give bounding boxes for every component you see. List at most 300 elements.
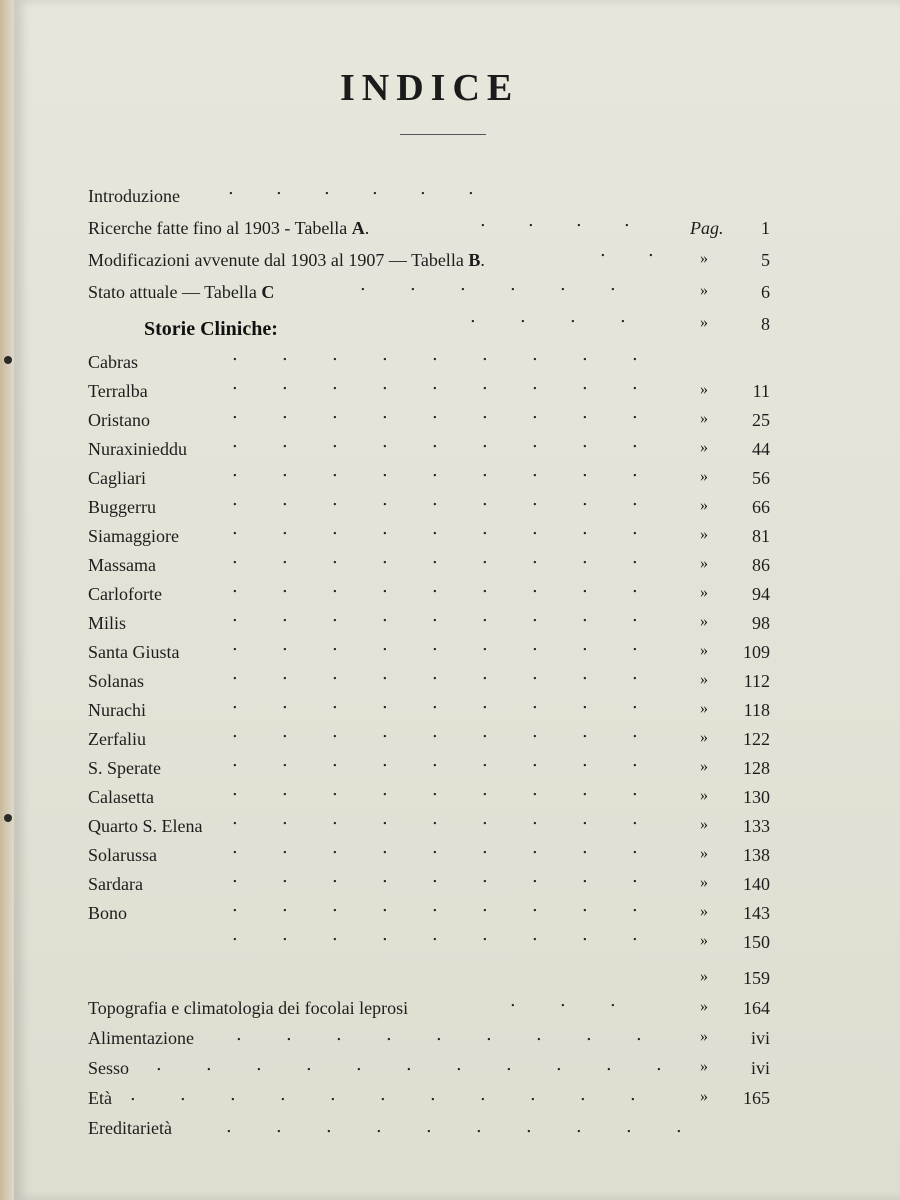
leader-dot: . <box>432 576 438 597</box>
leader-dot: . <box>632 837 638 858</box>
leader-dot: . <box>632 431 638 452</box>
toc-entry-label: Stato attuale — Tabella C <box>88 282 275 302</box>
leader-dot: . <box>282 663 288 684</box>
leader-dot: . <box>482 373 488 394</box>
leader-dot: . <box>382 866 388 887</box>
leader-dot: . <box>632 895 638 916</box>
leader-dot: . <box>432 460 438 481</box>
leader-dot: . <box>432 750 438 771</box>
leader-dot: . <box>282 576 288 597</box>
leader-dot: . <box>432 895 438 916</box>
leader-dot: . <box>582 576 588 597</box>
toc-page-number: 130 <box>743 787 770 807</box>
leader-dot: . <box>528 210 534 231</box>
leader-dot: . <box>480 1084 486 1105</box>
toc-entry <box>0 381 900 407</box>
toc-entry-label: Quarto S. Elena <box>88 816 203 836</box>
leader-dot: . <box>582 692 588 713</box>
leader-dot: . <box>382 402 388 423</box>
toc-entry <box>0 250 900 276</box>
leader-dot: . <box>560 990 566 1011</box>
toc-page-number: 133 <box>743 816 770 836</box>
leader-dot: . <box>582 634 588 655</box>
leader-dot: . <box>506 1054 512 1075</box>
toc-entry <box>0 758 900 784</box>
leader-dot: . <box>382 605 388 626</box>
leader-dot: . <box>432 402 438 423</box>
leader-dot: . <box>382 895 388 916</box>
leader-dot: . <box>230 1084 236 1105</box>
leader-dot: . <box>432 518 438 539</box>
leader-dot: . <box>332 866 338 887</box>
leader-dot: . <box>282 547 288 568</box>
toc-entry-label: Introduzione <box>88 186 180 206</box>
leader-dot: . <box>632 924 638 945</box>
leader-dot: . <box>236 1024 242 1045</box>
leader-dot: . <box>610 990 616 1011</box>
leader-dot: . <box>532 344 538 365</box>
leader-dot: . <box>332 547 338 568</box>
toc-entry <box>0 352 900 378</box>
ditto-mark: » <box>700 758 708 775</box>
leader-dot: . <box>130 1084 136 1105</box>
leader-dot: . <box>356 1054 362 1075</box>
leader-dot: . <box>460 274 466 295</box>
toc-entry-label: Carloforte <box>88 584 162 604</box>
leader-dot: . <box>632 547 638 568</box>
toc-entry <box>0 642 900 668</box>
toc-page-number: 56 <box>752 468 770 488</box>
toc-entry <box>0 845 900 871</box>
leader-dot: . <box>482 779 488 800</box>
leader-dot: . <box>586 1024 592 1045</box>
leader-dot: . <box>582 344 588 365</box>
leader-dot: . <box>306 1054 312 1075</box>
leader-dot: . <box>530 1084 536 1105</box>
toc-page-number: ivi <box>750 1028 770 1048</box>
leader-dot: . <box>532 518 538 539</box>
leader-dot: . <box>232 344 238 365</box>
leader-dot: . <box>482 721 488 742</box>
leader-dot: . <box>382 808 388 829</box>
leader-dot: . <box>232 460 238 481</box>
leader-dot: . <box>372 178 378 199</box>
toc-entry <box>0 671 900 697</box>
leader-dot: . <box>582 837 588 858</box>
toc-page-number: 159 <box>743 968 770 988</box>
leader-dot: . <box>582 663 588 684</box>
leader-dot: . <box>336 1024 342 1045</box>
leader-dot: . <box>332 808 338 829</box>
leader-dot: . <box>282 373 288 394</box>
leader-dot: . <box>232 402 238 423</box>
leader-dot: . <box>232 779 238 800</box>
leader-dot: . <box>432 837 438 858</box>
toc-entry <box>0 314 900 340</box>
leader-dot: . <box>282 402 288 423</box>
leader-dot: . <box>332 692 338 713</box>
leader-dot: . <box>332 779 338 800</box>
leader-dot: . <box>382 721 388 742</box>
leader-dot: . <box>556 1054 562 1075</box>
leader-dot: . <box>676 1116 682 1137</box>
leader-dot: . <box>432 489 438 510</box>
leader-dot: . <box>482 808 488 829</box>
leader-dot: . <box>482 402 488 423</box>
toc-entry-label: Oristano <box>88 410 150 430</box>
leader-dot: . <box>180 1084 186 1105</box>
leader-dot: . <box>282 605 288 626</box>
leader-dot: . <box>232 489 238 510</box>
toc-page-number: 112 <box>743 671 770 691</box>
leader-dot: . <box>382 373 388 394</box>
leader-dot: . <box>332 402 338 423</box>
leader-dot: . <box>232 634 238 655</box>
toc-entry <box>0 282 900 308</box>
leader-dot: . <box>632 605 638 626</box>
toc-entry <box>0 816 900 842</box>
leader-dot: . <box>582 373 588 394</box>
ditto-mark: » <box>700 282 708 299</box>
leader-dot: . <box>276 178 282 199</box>
leader-dot: . <box>406 1054 412 1075</box>
leader-dot: . <box>624 210 630 231</box>
leader-dot: . <box>632 344 638 365</box>
leader-dot: . <box>630 1084 636 1105</box>
ditto-mark: » <box>700 1028 708 1045</box>
leader-dot: . <box>432 605 438 626</box>
leader-dot: . <box>482 924 488 945</box>
leader-dot: . <box>632 750 638 771</box>
leader-dot: . <box>656 1054 662 1075</box>
leader-dot: . <box>620 306 626 327</box>
leader-dot: . <box>332 634 338 655</box>
leader-dot: . <box>382 634 388 655</box>
toc-entry-label: Massama <box>88 555 156 575</box>
leader-dot: . <box>282 837 288 858</box>
toc-entry <box>0 729 900 755</box>
leader-dot: . <box>632 518 638 539</box>
leader-dot: . <box>582 431 588 452</box>
leader-dot: . <box>632 402 638 423</box>
leader-dot: . <box>256 1054 262 1075</box>
leader-dot: . <box>582 402 588 423</box>
toc-page-number: 86 <box>752 555 770 575</box>
leader-dot: . <box>432 779 438 800</box>
leader-dot: . <box>468 178 474 199</box>
leader-dot: . <box>332 518 338 539</box>
toc-page-number: 140 <box>743 874 770 894</box>
leader-dot: . <box>382 576 388 597</box>
leader-dot: . <box>582 489 588 510</box>
leader-dot: . <box>636 1024 642 1045</box>
toc-entry <box>0 410 900 436</box>
leader-dot: . <box>482 518 488 539</box>
ditto-mark: » <box>700 642 708 659</box>
leader-dot: . <box>510 990 516 1011</box>
toc-page-number: 8 <box>761 314 770 334</box>
ditto-mark: » <box>700 526 708 543</box>
leader-dot: . <box>582 895 588 916</box>
toc-entry <box>0 613 900 639</box>
leader-dot: . <box>482 576 488 597</box>
leader-dot: . <box>382 489 388 510</box>
ditto-mark: » <box>700 314 708 331</box>
leader-dot: . <box>360 274 366 295</box>
ditto-mark: » <box>700 998 708 1015</box>
leader-dot: . <box>532 489 538 510</box>
toc-entry-label: Ricerche fatte fino al 1903 - Tabella A. <box>88 218 370 238</box>
leader-dot: . <box>382 837 388 858</box>
toc-entry <box>0 186 900 212</box>
leader-dot: . <box>482 547 488 568</box>
toc-entry <box>0 526 900 552</box>
toc-page-number: 11 <box>752 381 770 401</box>
leader-dot: . <box>232 373 238 394</box>
leader-dot: . <box>282 489 288 510</box>
leader-dot: . <box>276 1116 282 1137</box>
leader-dot: . <box>532 808 538 829</box>
leader-dot: . <box>332 489 338 510</box>
toc-entry-label: Nurachi <box>88 700 146 720</box>
ditto-mark: » <box>700 584 708 601</box>
ditto-mark: » <box>700 700 708 717</box>
toc-entry-label: Buggerru <box>88 497 156 517</box>
toc-entry-label: Cagliari <box>88 468 146 488</box>
toc-page-number: 118 <box>743 700 770 720</box>
leader-dot: . <box>582 866 588 887</box>
leader-dot: . <box>606 1054 612 1075</box>
leader-dot: . <box>432 924 438 945</box>
leader-dot: . <box>486 1024 492 1045</box>
ditto-mark: » <box>700 932 708 949</box>
leader-dot: . <box>282 866 288 887</box>
toc-entry <box>0 1058 900 1084</box>
toc-page-number: 1 <box>761 218 770 238</box>
leader-dot: . <box>382 663 388 684</box>
leader-dot: . <box>632 460 638 481</box>
leader-dot: . <box>332 750 338 771</box>
toc-entry-label: Cabras <box>88 352 138 372</box>
toc-page-number: 5 <box>761 250 770 270</box>
leader-dot: . <box>482 837 488 858</box>
leader-dot: . <box>632 663 638 684</box>
toc-entry <box>0 998 900 1024</box>
toc-entry-label: Sesso <box>88 1058 130 1078</box>
toc-entry <box>0 584 900 610</box>
leader-dot: . <box>582 547 588 568</box>
toc-page-number: 138 <box>743 845 770 865</box>
leader-dot: . <box>432 808 438 829</box>
leader-dot: . <box>382 547 388 568</box>
leader-dot: . <box>206 1054 212 1075</box>
leader-dot: . <box>280 1084 286 1105</box>
leader-dot: . <box>436 1024 442 1045</box>
toc-entry <box>0 787 900 813</box>
leader-dot: . <box>282 779 288 800</box>
leader-dot: . <box>532 663 538 684</box>
leader-dot: . <box>532 837 538 858</box>
leader-dot: . <box>482 489 488 510</box>
ditto-mark: » <box>700 1058 708 1075</box>
leader-dot: . <box>482 866 488 887</box>
leader-dot: . <box>376 1116 382 1137</box>
ditto-mark: » <box>700 410 708 427</box>
toc-entry <box>0 968 900 994</box>
toc-entry-label: Siamaggiore <box>88 526 179 546</box>
leader-dot: . <box>532 605 538 626</box>
leader-dot: . <box>582 721 588 742</box>
toc-entry-label: Santa Giusta <box>88 642 180 662</box>
leader-dot: . <box>332 576 338 597</box>
leader-dot: . <box>232 692 238 713</box>
leader-dot: . <box>232 605 238 626</box>
leader-dot: . <box>232 518 238 539</box>
leader-dot: . <box>226 1116 232 1137</box>
page-title: INDICE <box>340 67 520 109</box>
toc-entry-label: Solarussa <box>88 845 157 865</box>
toc-page-number: 143 <box>743 903 770 923</box>
leader-dot: . <box>332 895 338 916</box>
leader-dot: . <box>632 866 638 887</box>
toc-entry <box>0 1118 900 1144</box>
leader-dot: . <box>536 1024 542 1045</box>
leader-dot: . <box>532 866 538 887</box>
toc-entry <box>0 874 900 900</box>
leader-dot: . <box>282 344 288 365</box>
leader-dot: . <box>482 750 488 771</box>
toc-entry-label: Solanas <box>88 671 144 691</box>
leader-dot: . <box>532 750 538 771</box>
leader-dot: . <box>332 605 338 626</box>
leader-dot: . <box>282 460 288 481</box>
leader-dot: . <box>582 779 588 800</box>
leader-dot: . <box>420 178 426 199</box>
leader-dot: . <box>532 402 538 423</box>
leader-dot: . <box>326 1116 332 1137</box>
leader-dot: . <box>332 924 338 945</box>
leader-dot: . <box>286 1024 292 1045</box>
toc-entry <box>0 555 900 581</box>
leader-dot: . <box>432 721 438 742</box>
leader-dot: . <box>232 576 238 597</box>
leader-dot: . <box>532 460 538 481</box>
leader-dot: . <box>382 779 388 800</box>
leader-dot: . <box>282 721 288 742</box>
leader-dot: . <box>432 547 438 568</box>
leader-dot: . <box>520 306 526 327</box>
toc-entry-label: Calasetta <box>88 787 154 807</box>
toc-entry-label: Milis <box>88 613 127 633</box>
ditto-mark: » <box>700 816 708 833</box>
leader-dot: . <box>510 274 516 295</box>
toc-entry-label: Terralba <box>88 381 148 401</box>
leader-dot: . <box>526 1116 532 1137</box>
ditto-mark: » <box>700 1088 708 1105</box>
ditto-mark: » <box>700 555 708 572</box>
leader-dot: . <box>382 750 388 771</box>
leader-dot: . <box>432 344 438 365</box>
toc-entry <box>0 932 900 958</box>
ditto-mark: » <box>700 497 708 514</box>
leader-dot: . <box>600 240 606 261</box>
ditto-mark: » <box>700 968 708 985</box>
toc-entry <box>0 497 900 523</box>
toc-entry-label: Alimentazione <box>88 1028 194 1048</box>
leader-dot: . <box>482 344 488 365</box>
leader-dot: . <box>382 518 388 539</box>
leader-dot: . <box>432 373 438 394</box>
leader-dot: . <box>282 895 288 916</box>
leader-dot: . <box>582 460 588 481</box>
leader-dot: . <box>332 460 338 481</box>
leader-dot: . <box>632 489 638 510</box>
leader-dot: . <box>332 663 338 684</box>
leader-dot: . <box>582 518 588 539</box>
ditto-mark: » <box>700 729 708 746</box>
leader-dot: . <box>632 779 638 800</box>
leader-dot: . <box>382 924 388 945</box>
leader-dot: . <box>632 373 638 394</box>
toc-entry-label: Età <box>88 1088 112 1108</box>
toc-entry <box>0 439 900 465</box>
toc-page-number: 25 <box>752 410 770 430</box>
leader-dot: . <box>582 605 588 626</box>
leader-dot: . <box>456 1054 462 1075</box>
leader-dot: . <box>430 1084 436 1105</box>
toc-page-number: 81 <box>752 526 770 546</box>
leader-dot: . <box>532 547 538 568</box>
toc-page-number: 164 <box>743 998 770 1018</box>
leader-dot: . <box>532 692 538 713</box>
leader-dot: . <box>432 692 438 713</box>
leader-dot: . <box>232 721 238 742</box>
leader-dot: . <box>482 692 488 713</box>
leader-dot: . <box>470 306 476 327</box>
toc-entry-label: Sardara <box>88 874 143 894</box>
leader-dot: . <box>282 518 288 539</box>
toc-entry <box>0 903 900 929</box>
ditto-mark: » <box>700 845 708 862</box>
leader-dot: . <box>232 895 238 916</box>
ditto-mark: » <box>700 903 708 920</box>
leader-dot: . <box>432 663 438 684</box>
toc-page-number: 6 <box>761 282 770 302</box>
leader-dot: . <box>570 306 576 327</box>
leader-dot: . <box>282 692 288 713</box>
toc-entry <box>0 1028 900 1054</box>
leader-dot: . <box>382 692 388 713</box>
leader-dot: . <box>482 605 488 626</box>
leader-dot: . <box>532 634 538 655</box>
leader-dot: . <box>576 210 582 231</box>
leader-dot: . <box>332 373 338 394</box>
leader-dot: . <box>232 924 238 945</box>
leader-dot: . <box>332 721 338 742</box>
leader-dot: . <box>432 431 438 452</box>
leader-dot: . <box>426 1116 432 1137</box>
leader-dot: . <box>560 274 566 295</box>
toc-entry <box>0 218 900 244</box>
leader-dot: . <box>482 663 488 684</box>
leader-dot: . <box>324 178 330 199</box>
toc-page-number: 109 <box>743 642 770 662</box>
leader-dot: . <box>232 547 238 568</box>
leader-dot: . <box>632 721 638 742</box>
leader-dot: . <box>410 274 416 295</box>
ditto-mark: » <box>700 381 708 398</box>
toc-entry-label: Bono <box>88 903 128 923</box>
